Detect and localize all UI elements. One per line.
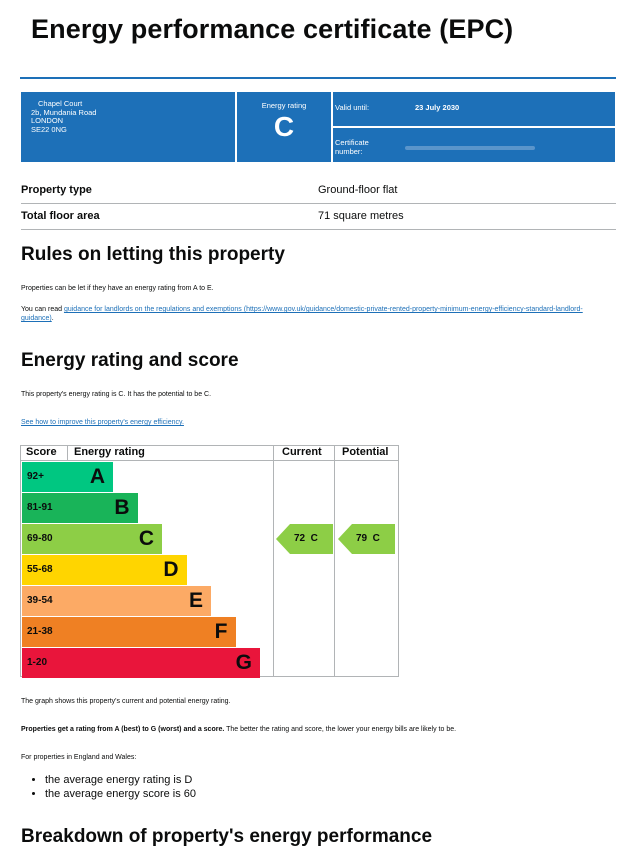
- score-header: Score: [26, 446, 57, 458]
- graph-caption: The graph shows this property's current and potential energy rating.: [21, 698, 231, 705]
- address-line: SE22 0NG: [31, 124, 67, 134]
- list-item: • the average energy rating is D: [45, 773, 196, 787]
- guidance-prefix: You can read: [21, 306, 64, 313]
- potential-rating-arrow-label: 79 C: [356, 533, 380, 544]
- band-score: 69-80: [27, 533, 53, 544]
- energy-rating-heading: Energy rating and score: [21, 350, 239, 371]
- rating-band-e: [22, 586, 211, 616]
- guidance-suffix: .: [51, 315, 54, 322]
- banner-divider: [333, 126, 615, 128]
- floor-area-key: Total floor area: [21, 210, 100, 222]
- energy-rating-header: Energy rating: [74, 446, 145, 458]
- list-item: • the average energy score is 60: [45, 787, 196, 801]
- potential-header: Potential: [342, 446, 389, 458]
- rating-explanation-rest: The better the rating and score, the lower your energy bills are likely to be.: [224, 726, 457, 733]
- address-line: LONDON: [31, 116, 64, 126]
- current-column-divider: [273, 446, 274, 676]
- rating-band-c: [22, 524, 162, 554]
- energy-rating-chart: [20, 445, 399, 677]
- band-score: 81-91: [27, 502, 53, 513]
- band-letter: F: [214, 620, 228, 643]
- property-type-value: Ground-floor flat: [318, 184, 398, 196]
- guidance-link[interactable]: guidance for landlords on the regulations and exemptions (https://www.gov.uk/guidance/domestic-private-rented-property-minimum-energy-efficiency-standard-landlord-guidance): [21, 306, 583, 322]
- current-rating-arrow-label: 72 C: [294, 533, 318, 544]
- rating-band-f: [22, 617, 236, 647]
- rating-band-g: [22, 648, 260, 678]
- address-line: Chapel Court: [38, 99, 83, 108]
- certificate-banner: [21, 92, 615, 162]
- guidance-paragraph: [21, 305, 611, 323]
- current-header: Current: [282, 446, 322, 458]
- certificate-number-redacted: [405, 146, 535, 150]
- valid-until-date: 23 July 2030: [415, 103, 460, 112]
- band-letter: G: [235, 651, 252, 674]
- rating-explanation-bold: Properties get a rating from A (best) to G (worst) and a score.: [21, 726, 225, 733]
- breakdown-heading: Breakdown of property's energy performance: [21, 826, 433, 847]
- energy-rating-summary: This property's energy rating is C. It has the potential to be C.: [21, 391, 212, 398]
- property-address: [31, 100, 96, 134]
- band-letter: A: [89, 465, 105, 488]
- band-score: 92+: [27, 471, 44, 482]
- band-letter: D: [163, 558, 179, 581]
- page-title: Energy performance certificate (EPC): [31, 14, 514, 44]
- rating-band-d: [22, 555, 187, 585]
- potential-rating-arrow: [338, 524, 395, 554]
- band-score: 55-68: [27, 564, 53, 575]
- potential-column-divider: [334, 446, 335, 676]
- band-letter: C: [138, 527, 154, 550]
- rating-band-a: [22, 462, 113, 492]
- certificate-number-label: Certificate number:: [335, 138, 369, 156]
- property-type-key: Property type: [21, 184, 92, 196]
- improve-efficiency-link[interactable]: See how to improve this property's energy efficiency.: [21, 419, 184, 426]
- rules-heading: Rules on letting this property: [21, 244, 285, 265]
- header-rule: [21, 460, 398, 461]
- energy-rating-label: Energy rating: [261, 101, 307, 110]
- floor-area-value: 71 square metres: [318, 210, 404, 222]
- band-score: 21-38: [27, 626, 53, 637]
- energy-rating-letter: C: [273, 111, 295, 142]
- address-line: 2b, Mundania Road: [31, 107, 97, 117]
- row-divider: [21, 203, 616, 204]
- band-letter: B: [114, 496, 130, 519]
- rating-band-b: [22, 493, 138, 523]
- england-wales-intro: For properties in England and Wales:: [21, 754, 137, 761]
- rules-paragraph: Properties can be let if they have an energy rating from A to E.: [21, 285, 214, 292]
- valid-until-label: Valid until:: [335, 103, 370, 112]
- header-divider: [67, 446, 68, 460]
- average-list: [21, 773, 196, 801]
- rating-explanation: [21, 725, 456, 734]
- band-score: 39-54: [27, 595, 53, 606]
- band-letter: E: [188, 589, 203, 612]
- band-score: 1-20: [27, 657, 48, 668]
- row-divider: [21, 229, 616, 230]
- title-divider: [20, 77, 616, 79]
- current-rating-arrow: [276, 524, 333, 554]
